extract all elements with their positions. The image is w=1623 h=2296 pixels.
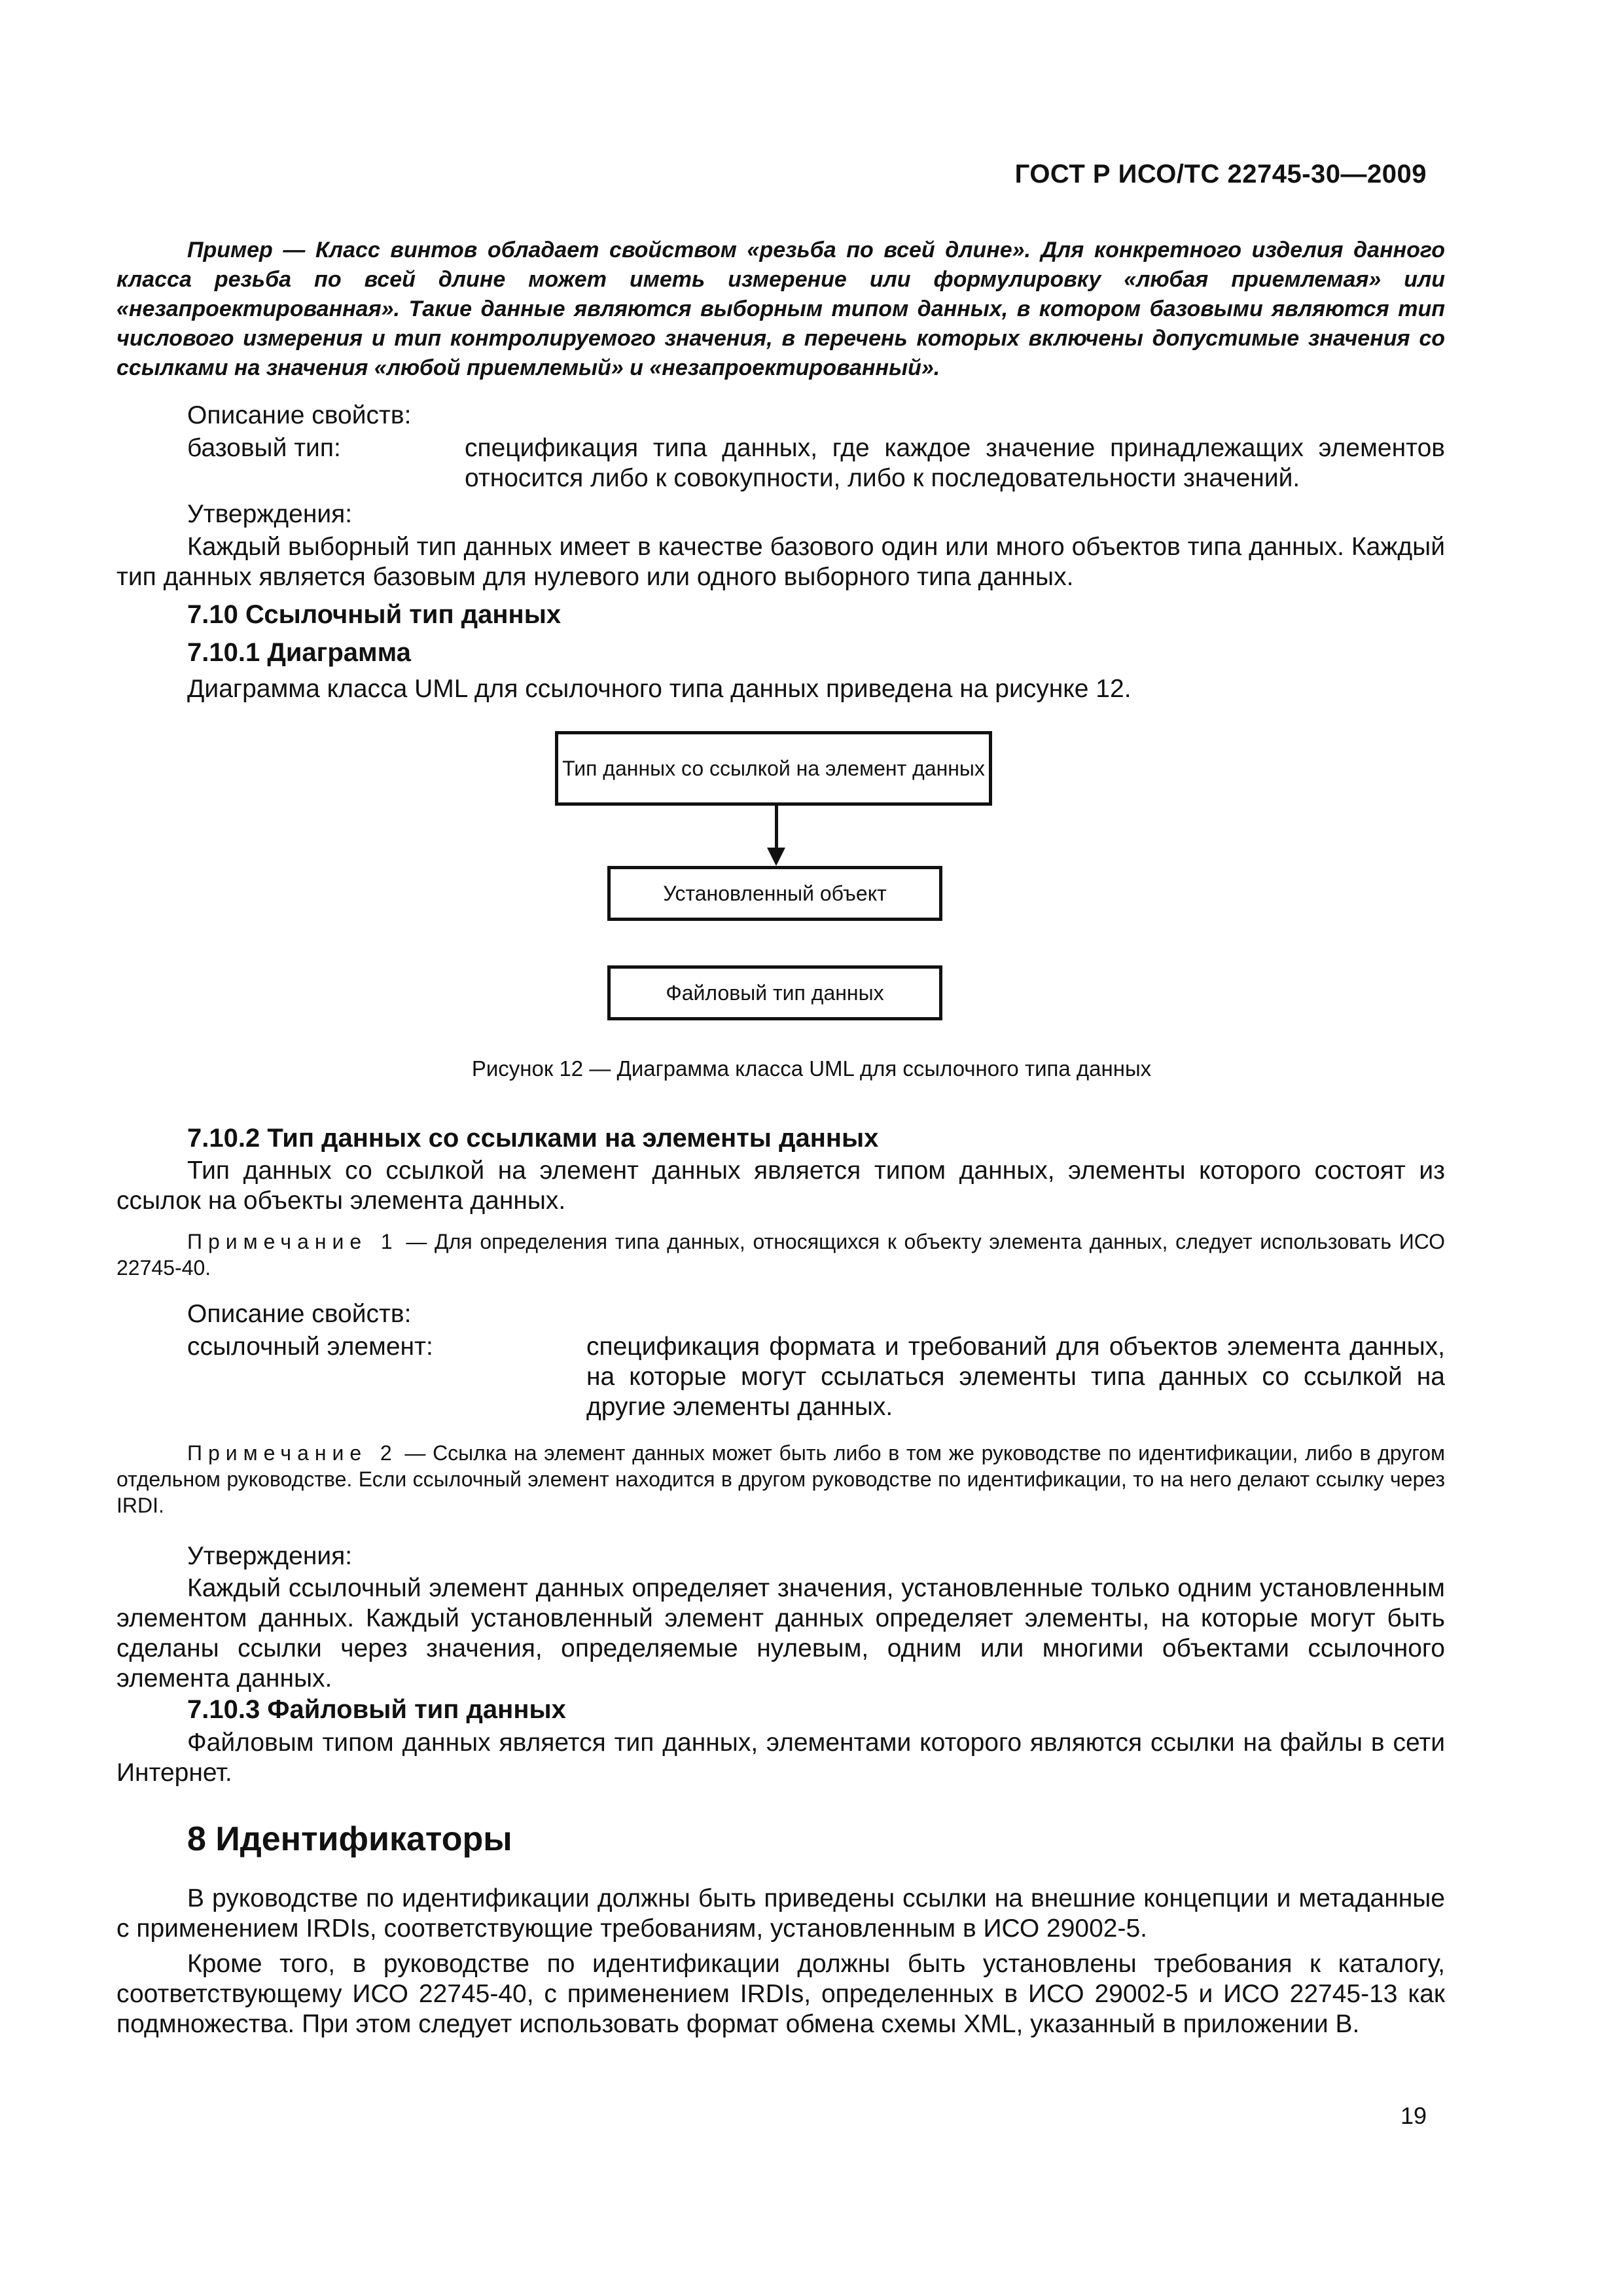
section-heading-7-10-2: 7.10.2 Тип данных со ссылками на элементы данных bbox=[187, 1124, 879, 1153]
diagram-box-reference-data-type bbox=[555, 731, 992, 806]
assertions-paragraph-2: Каждый ссылочный элемент данных определяет значения, установленные только одним установленным элементом данных. Каждый установленный элемент данных определяет элементы, на которые могут быть сделаны ссылки через значения, определяемые нулевым, одним или многими объектами ссылочного элемента данных. bbox=[116, 1574, 1445, 1693]
note-1-label: Примечание 1 bbox=[187, 1230, 399, 1253]
reference-element-description: спецификация формата и требований для объектов элемента данных, на которые могут ссылаться элементы типа данных со ссылкой на другие элементы данных. bbox=[586, 1333, 1445, 1421]
note-2 bbox=[116, 1440, 1445, 1518]
assertions-label: Утверждения: bbox=[187, 500, 353, 528]
diagram-intro-text: Диаграмма класса UML для ссылочного типа данных приведена на рисунке 12. bbox=[187, 675, 1132, 703]
diagram-box-established-object bbox=[607, 866, 942, 921]
reference-element-label: ссылочный элемент: bbox=[187, 1333, 433, 1361]
diagram-box-reference-data-type-label: Тип данных со ссылкой на элемент данных bbox=[562, 757, 985, 780]
assertions-paragraph: Каждый выборный тип данных имеет в качестве базового один или много объектов типа данных. Каждый тип данных является базовым для нулевого или одного выборного типа данных. bbox=[116, 533, 1445, 591]
diagram-box-file-data-type bbox=[607, 965, 942, 1020]
section-heading-7-10: 7.10 Ссылочный тип данных bbox=[187, 600, 562, 629]
reference-data-type-paragraph: Тип данных со ссылкой на элемент данных является типом данных, элементы которого состоят из ссылок на объекты элемента данных. bbox=[116, 1157, 1445, 1215]
example-paragraph: Пример — Класс винтов обладает свойством «резьба по всей длине». Для конкретного изделия данного класса резьба по всей длине может иметь измерение или формулировку «любая приемлемая» или «незапроектированная». Такие данные являются выборным типом данных, в котором базовыми являются тип числового измерения и тип контролируемого значения, в перечень которых включены допустимые значения со ссылками на значения «любой приемлемый» и «незапроектированный». bbox=[116, 238, 1445, 380]
arrow-down-icon bbox=[767, 848, 785, 866]
properties-label: Описание свойств: bbox=[187, 401, 412, 429]
note-1-text: — Для определения типа данных, относящихся к объекту элемента данных, следует использовать ИСО 22745-40. bbox=[116, 1230, 1446, 1280]
section-heading-8: 8 Идентификаторы bbox=[187, 1820, 512, 1858]
properties-label-2: Описание свойств: bbox=[187, 1300, 412, 1328]
note-2-text: — Ссылка на элемент данных может быть либо в том же руководстве по идентификации, либо в другом отдельном руководстве. Если ссылочный элемент находится в другом руководстве по идентификации, то на него делают ссылку через IRDI. bbox=[116, 1441, 1446, 1517]
document-header: ГОСТ Р ИСО/ТС 22745-30—2009 bbox=[1014, 160, 1427, 188]
diagram-box-established-object-label: Установленный объект bbox=[663, 882, 887, 905]
note-1 bbox=[116, 1229, 1445, 1281]
note-2-label: Примечание 2 bbox=[187, 1441, 398, 1465]
identifiers-paragraph-2: Кроме того, в руководстве по идентификации должны быть установлены требования к каталогу, соответствующему ИСО 22745-40, с применением IRDIs, определенных в ИСО 29002-5 и ИСО 22745-13 как подмножества. При этом следует использовать формат обмена схемы XML, указанный в приложении B. bbox=[116, 1950, 1445, 2038]
base-type-description: спецификация типа данных, где каждое значение принадлежащих элементов относится либо к совокупности, либо к последовательности значений. bbox=[465, 434, 1445, 492]
page-number: 19 bbox=[1400, 2102, 1427, 2129]
assertions-label-2: Утверждения: bbox=[187, 1542, 353, 1570]
section-heading-7-10-3: 7.10.3 Файловый тип данных bbox=[187, 1695, 566, 1724]
file-data-type-paragraph: Файловым типом данных является тип данных, элементами которого являются ссылки на файлы в сети Интернет. bbox=[116, 1729, 1445, 1787]
identifiers-paragraph-1: В руководстве по идентификации должны быть приведены ссылки на внешние концепции и метаданные с применением IRDIs, соответствующие требованиям, установленным в ИСО 29002-5. bbox=[116, 1884, 1445, 1943]
diagram-connector-line bbox=[775, 806, 778, 852]
base-type-label: базовый тип: bbox=[187, 434, 341, 462]
diagram-box-file-data-type-label: Файловый тип данных bbox=[666, 981, 884, 1005]
figure-caption: Рисунок 12 — Диаграмма класса UML для ссылочного типа данных bbox=[471, 1056, 1152, 1081]
section-heading-7-10-1: 7.10.1 Диаграмма bbox=[187, 638, 411, 667]
